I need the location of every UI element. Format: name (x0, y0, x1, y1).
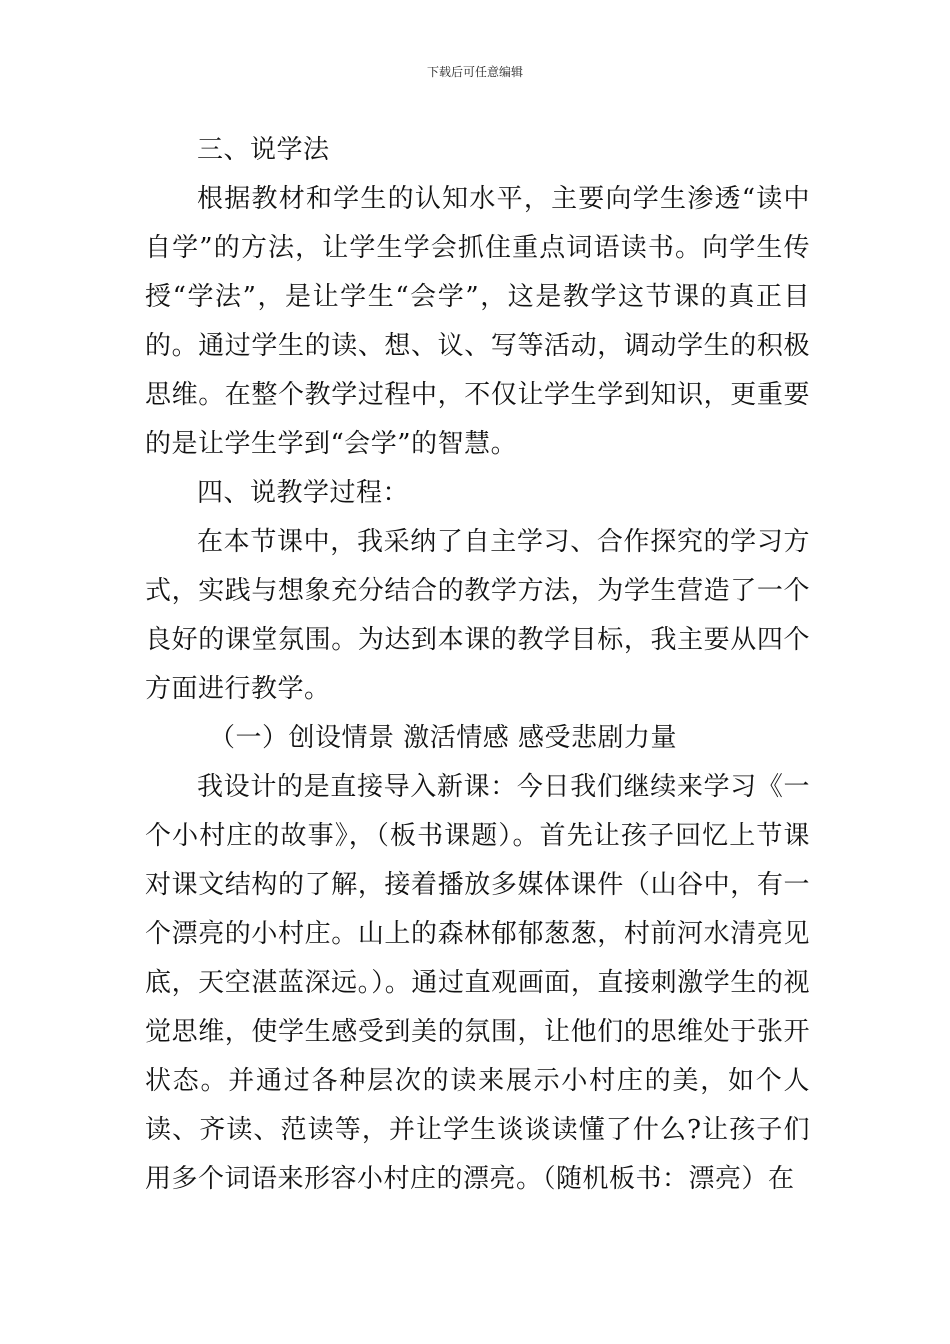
paragraph-learning-methods: 根据教材和学生的认知水平，主要向学生渗透“读中自学”的方法，让学生学会抓住重点词语读书。向学生传授“学法”，是让学生“会学”，这是教学这节课的真正目的。通过学生的读、想、议、写等活动，调动学生的积极思维。在整个教学过程中，不仅让学生学到知识，更重要的是让学生学到“会学”的智慧。 (145, 184, 810, 459)
document-body (145, 126, 810, 1204)
paragraph-subsection-one: 我设计的是直接导入新课：今日我们继续来学习《一个小村庄的故事》，（板书课题）。首先让孩子回忆上节课对课文结构的了解，接着播放多媒体课件（山谷中，有一个漂亮的小村庄。山上的森林郁郁葱葱，村前河水清亮见底，天空湛蓝深远。）。通过直观画面，直接刺激学生的视觉思维，使学生感受到美的氛围，让他们的思维处于张开状态。并通过各种层次的读来展示小村庄的美，如个人读、齐读、范读等，并让学生谈谈读懂了什么?让孩子们用多个词语来形容小村庄的漂亮。（随机板书：漂亮）在 (145, 772, 810, 1194)
section-heading-teaching-process: 四、说教学过程： (197, 478, 410, 508)
section-heading-learning-methods: 三、说学法 (197, 135, 330, 165)
subsection-heading-one: （一）创设情景 激活情感 感受悲剧力量 (209, 723, 678, 753)
paragraph-teaching-process: 在本节课中，我采纳了自主学习、合作探究的学习方式，实践与想象充分结合的教学方法，为学生营造了一个良好的课堂氛围。为达到本课的教学目标，我主要从四个方面进行教学。 (145, 527, 810, 704)
page-header: 下载后可任意编辑 (426, 65, 523, 79)
